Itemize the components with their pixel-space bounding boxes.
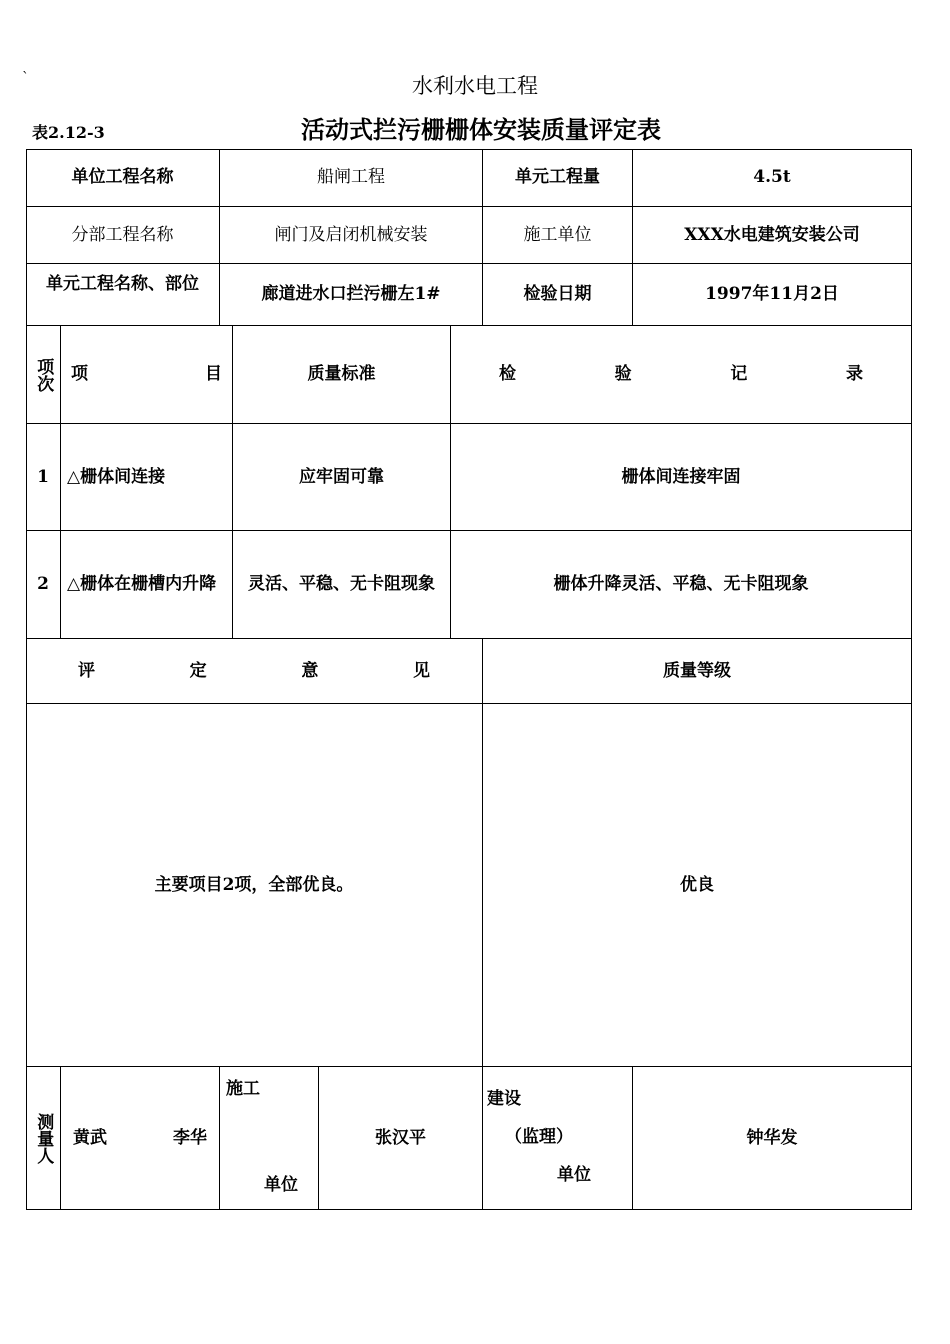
construction-label-2: 单位 <box>264 1175 298 1195</box>
inspect-date-label: 检验日期 <box>483 264 633 326</box>
measurer-2: 李华 <box>173 1127 207 1148</box>
division-label: 分部工程名称 <box>26 207 220 264</box>
record-header-char-3: 记 <box>730 364 748 385</box>
measurer-label: 测量人 <box>26 1067 61 1210</box>
record-header <box>451 326 912 424</box>
grade-header: 质量等级 <box>483 639 912 704</box>
row-1-seq: 1 <box>26 424 61 531</box>
unit-project-value: 船闸工程 <box>220 149 483 207</box>
constructor-label: 施工单位 <box>483 207 633 264</box>
owner-unit-label <box>483 1067 633 1210</box>
unit-quantity-label: 单元工程量 <box>483 149 633 207</box>
row-1-item: △栅体间连接 <box>61 424 233 531</box>
row-2-record: 栅体升降灵活、平稳、无卡阻现象 <box>451 531 912 639</box>
row-1-standard: 应牢固可靠 <box>233 424 451 531</box>
row-2-standard: 灵活、平稳、无卡阻现象 <box>233 531 451 639</box>
construction-label-1: 施工 <box>226 1079 260 1099</box>
owner-label-2: （监理） <box>505 1127 573 1147</box>
element-label: 单元工程名称、部位 <box>26 264 220 326</box>
owner-label-3: 单位 <box>557 1165 591 1185</box>
owner-person: 钟华发 <box>633 1067 912 1210</box>
standard-header: 质量标准 <box>233 326 451 424</box>
division-value: 闸门及启闭机械安装 <box>220 207 483 264</box>
form-number: 表2.12-3 <box>32 123 105 142</box>
opinion-text: 主要项目2项，全部优良。 <box>26 704 483 1067</box>
stray-mark: ` <box>22 70 29 86</box>
row-1-record: 栅体间连接牢固 <box>451 424 912 531</box>
opinion-header-char-1: 评 <box>78 660 95 681</box>
unit-project-label: 单位工程名称 <box>26 149 220 207</box>
row-2-item: △栅体在栅槽内升降 <box>61 531 233 639</box>
organization-title: 水利水电工程 <box>412 74 538 98</box>
measurer-names <box>61 1067 220 1210</box>
item-header <box>61 326 233 424</box>
opinion-header-char-4: 见 <box>412 660 430 681</box>
grade-text: 优良 <box>483 704 912 1067</box>
record-header-char-4: 录 <box>845 364 863 385</box>
opinion-header <box>26 639 483 704</box>
item-header-char-1: 项 <box>71 364 88 385</box>
measurer-1: 黄武 <box>73 1127 107 1148</box>
item-header-char-2: 目 <box>205 364 222 385</box>
seq-header: 项次 <box>26 326 61 424</box>
form-title: 活动式拦污栅栅体安装质量评定表 <box>301 115 661 144</box>
record-header-char-2: 验 <box>614 364 632 385</box>
construction-person: 张汉平 <box>319 1067 483 1210</box>
construction-unit-label <box>220 1067 319 1210</box>
constructor-value: XXX水电建筑安装公司 <box>633 207 912 264</box>
opinion-header-char-2: 定 <box>189 660 207 681</box>
unit-quantity-value: 4.5t <box>633 149 912 207</box>
inspect-date-value: 1997年11月2日 <box>633 264 912 326</box>
record-header-char-1: 检 <box>499 364 516 385</box>
owner-label-1: 建设 <box>487 1089 521 1109</box>
opinion-header-char-3: 意 <box>301 660 319 681</box>
evaluation-table <box>26 149 912 1210</box>
element-value: 廊道进水口拦污栅左1# <box>220 264 483 326</box>
row-2-seq: 2 <box>26 531 61 639</box>
